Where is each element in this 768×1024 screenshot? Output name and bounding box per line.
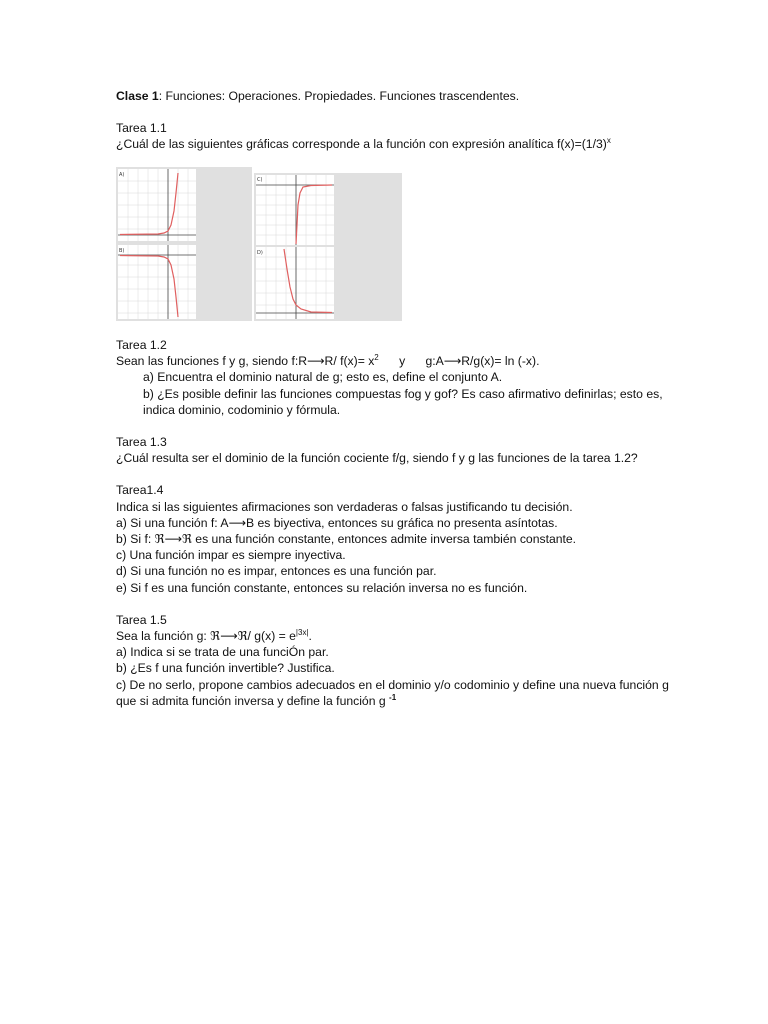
graph-a: [118, 169, 196, 241]
graph-b-label: B): [119, 248, 125, 254]
graphs-figure: [116, 167, 402, 321]
task-1-4-heading: Tarea1.4: [116, 483, 164, 498]
task-1-5-item-a: a) Indica si se trata de una funciÓn par.: [116, 645, 329, 660]
task-1-4-item-e: e) Si f es una función constante, entonces su relación inversa no es función.: [116, 580, 528, 595]
task-1-5-item-b: b) ¿Es f una función invertible? Justifica.: [116, 661, 335, 676]
task-1-1-heading: Tarea 1.1: [116, 121, 167, 136]
task-1-5-heading: Tarea 1.5: [116, 612, 167, 627]
header-section: [116, 88, 676, 153]
graph-d: [256, 247, 334, 319]
task-1-5-item-c: c) De no serlo, propone cambios adecuados en el dominio y/o codominio y define una nueva función g que si admita función inversa y define la función g $^{-1}$: [116, 677, 669, 708]
task-1-4-item-b: b) Si f: ℜ⟶ℜ es una función constante, entonces admite inversa también constante.: [116, 532, 577, 547]
task-1-4-intro: Indica si las siguientes afirmaciones son verdaderas o falsas justificando tu decisión.: [116, 499, 573, 514]
task-1-4-item-a: a) Si una función f: A⟶B es biyectiva, entonces su gráfica no presenta asíntotas.: [116, 515, 558, 530]
graph-d-label: D): [257, 250, 263, 256]
task-1-3-heading: Tarea 1.3: [116, 435, 167, 450]
task-1-2-item-a: a) Encuentra el dominio natural de g; esto es, define el conjunto A.: [143, 370, 503, 385]
task-1-2-item-b: b) ¿Es posible definir las funciones compuestas fog y gof? Es caso afirmativo definirlas; esto es, indica dominio, codominio y fórmula.: [143, 386, 663, 417]
graph-a-label: A): [119, 172, 125, 178]
graph-b: [118, 245, 196, 319]
task-1-4-item-d: d) Si una función no es impar, entonces es una función par.: [116, 564, 437, 579]
document-title: Clase 1: Funciones: Operaciones. Propiedades. Funciones trascendentes.: [116, 89, 520, 103]
task-1-5-intro: Sea la función g: ℜ⟶ℜ/ $g(x) = e^{|3x|}$.: [116, 628, 312, 644]
task-1-3-text: ¿Cuál resulta ser el dominio de la función cociente f/g, siendo f y g las funciones de la tarea 1.2?: [116, 451, 638, 466]
task-1-2-intro: Sean las funciones f y g, siendo f:R⟶R/ $f(x)= x^2$ y g:A⟶R/g(x)= ln (-x).: [116, 353, 540, 369]
tasks-section: [116, 337, 676, 709]
graph-c-label: C): [257, 177, 263, 183]
task-1-4-item-c: c) Una función impar es siempre inyectiva.: [116, 548, 346, 563]
graph-c: [256, 175, 334, 245]
task-1-1-question: ¿Cuál de las siguientes gráficas corresponde a la función con expresión analítica $f(x)=(1/3)^x$: [116, 136, 611, 152]
task-1-2-heading: Tarea 1.2: [116, 338, 167, 352]
